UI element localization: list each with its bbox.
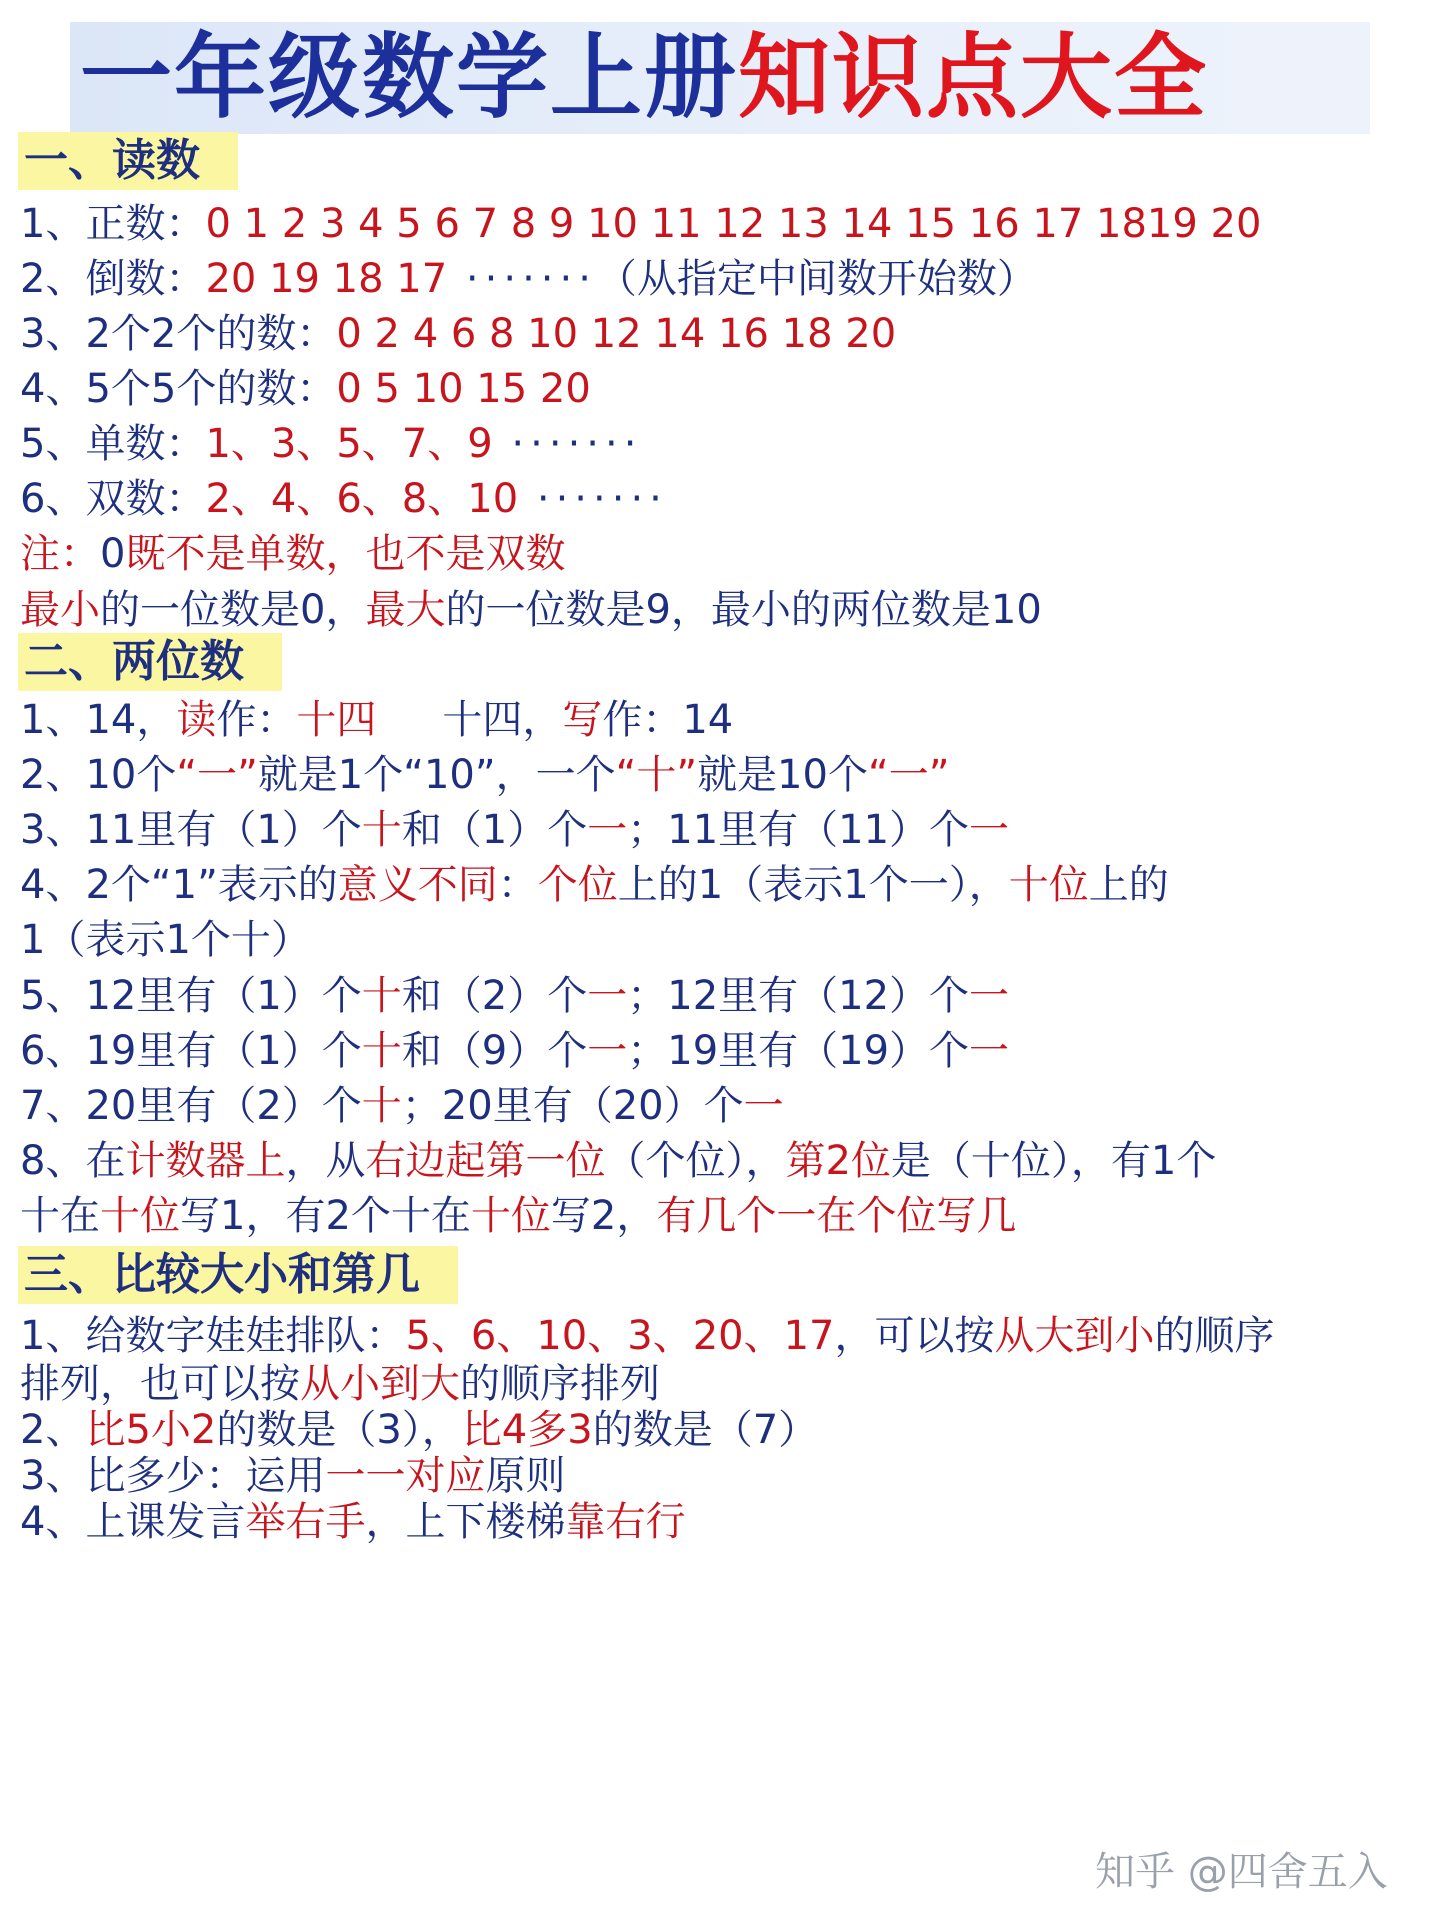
emph: 一 (969, 807, 1010, 853)
label: 4、5个5个的数： (20, 366, 337, 412)
text: 1、14， (20, 697, 177, 743)
line-two-ones-meaning (20, 855, 1169, 915)
note-label: 注： (20, 531, 100, 577)
emph: 读 (176, 697, 217, 743)
emph: 十四 (296, 697, 377, 743)
line-right-hand (20, 1492, 685, 1552)
text: 4、上课发言 (20, 1499, 246, 1545)
emph: 最大 (365, 587, 446, 633)
line-count-by-2 (20, 304, 896, 364)
text: 2、10个 (20, 752, 177, 798)
emph: 从小到大 (300, 1361, 460, 1407)
text: 作： (216, 697, 297, 743)
emph: 十位 (1008, 862, 1089, 908)
value: 0 2 4 6 8 10 12 14 16 18 20 (336, 311, 897, 357)
emph: 第2位 (785, 1138, 891, 1184)
emph: “一” (176, 752, 258, 798)
text: 2、 (20, 1407, 86, 1453)
ellipsis: ······· (518, 476, 668, 522)
emph: 写 (562, 697, 603, 743)
emph: 举右手 (245, 1499, 366, 1545)
title-part-red: 知识点大全 (738, 24, 1209, 131)
text: 十四， (442, 697, 563, 743)
value: 2、4、6、8、10 (205, 476, 519, 522)
text: 的数是（3）， (216, 1407, 462, 1453)
emph: 靠右行 (565, 1499, 686, 1545)
line-abacus-cont (20, 1186, 1016, 1246)
text: ： (497, 862, 538, 908)
text: （个位）， (605, 1138, 786, 1184)
text: 写1，有2个十在 (180, 1193, 471, 1239)
emph: 十位 (470, 1193, 551, 1239)
emph: 十 (361, 807, 402, 853)
emph: 计数器上 (125, 1138, 286, 1184)
text: 3、11里有（1）个 (20, 807, 362, 853)
text: 原则 (485, 1453, 566, 1499)
emph: 一 (587, 973, 628, 1019)
line-twelve (20, 966, 1009, 1026)
text: 1、给数字娃娃排队： (20, 1313, 406, 1359)
ellipsis: ······· (492, 421, 643, 467)
emph: 一 (969, 1028, 1010, 1074)
emph: 一 (969, 973, 1010, 1019)
text: ，上下楼梯 (365, 1499, 566, 1545)
label: 3、2个2个的数： (20, 311, 337, 357)
text: ，从 (285, 1138, 366, 1184)
emph: 十位 (100, 1193, 180, 1239)
emph: 最小 (20, 587, 100, 633)
line-count-by-5 (20, 359, 591, 419)
text: 5、12里有（1）个 (20, 973, 362, 1019)
line-even-numbers (20, 469, 668, 529)
text: ；11里有（11）个 (627, 807, 970, 853)
note: （从指定中间数开始数） (616, 256, 1037, 302)
line-nineteen (20, 1021, 1009, 1081)
emph: 一 (587, 807, 628, 853)
text: 十在 (20, 1193, 100, 1239)
emph: “十” (615, 752, 698, 798)
text: 和（9）个 (401, 1028, 588, 1074)
watermark: 知乎 @四舍五入 (1095, 1849, 1388, 1895)
emph: 从大到小 (994, 1313, 1155, 1359)
text: 的数是（7） (592, 1407, 819, 1453)
text: ；12里有（12）个 (627, 973, 970, 1019)
text: 1（表示1个十） (20, 917, 311, 963)
line-smallest-largest (20, 580, 1042, 640)
line-ten-ones (20, 745, 949, 805)
emph: 比4多3 (461, 1407, 593, 1453)
value: 0 1 2 3 4 5 6 7 8 9 10 11 12 13 14 15 16 17 1819 20 (205, 201, 1262, 247)
line-two-ones-meaning-cont (20, 910, 311, 970)
section-heading-two-digit: 二、两位数 (18, 633, 282, 691)
line-counting (20, 194, 1261, 254)
text: 8、在 (20, 1138, 126, 1184)
text: 写2， (550, 1193, 657, 1239)
emph: 一 (743, 1083, 784, 1129)
line-eleven (20, 800, 1009, 860)
text: 就是10个 (697, 752, 868, 798)
emph: 有几个一在个位写几 (656, 1193, 1017, 1239)
text: 的顺序排列 (460, 1361, 660, 1407)
text: 作：14 (602, 697, 734, 743)
title-part-blue: 一年级数学上册 (80, 24, 739, 131)
text: 和（1）个 (401, 807, 588, 853)
emph: 十 (361, 1083, 402, 1129)
line-abacus (20, 1131, 1216, 1191)
text: 的顺序 (1154, 1313, 1275, 1359)
note-text: 既不是单数，也不是双数 (125, 531, 566, 577)
emph: 比5小2 (85, 1407, 217, 1453)
emph: 5、6、10、3、20、17 (405, 1313, 835, 1359)
text: 上的 (1088, 862, 1169, 908)
label: 1、正数： (20, 201, 206, 247)
label: 2、倒数： (20, 256, 206, 302)
line-note-zero (20, 524, 565, 584)
emph: 一一对应 (325, 1453, 486, 1499)
zero: 0 (100, 531, 126, 577)
emph: 第一位 (485, 1138, 606, 1184)
text: 7、20里有（2）个 (20, 1083, 362, 1129)
emph: “一” (867, 752, 950, 798)
emph: 一 (587, 1028, 628, 1074)
line-reverse-counting (20, 249, 1037, 309)
text: 是（十位），有1个 (890, 1138, 1217, 1184)
text: 6、19里有（1）个 (20, 1028, 362, 1074)
label: 6、双数： (20, 476, 206, 522)
emph: 个位 (537, 862, 618, 908)
text: 上的1（表示1个一）， (617, 862, 1009, 908)
text: 的一位数是9，最小的两位数是10 (445, 587, 1042, 633)
text: 的一位数是0， (100, 587, 366, 633)
value: 0 5 10 15 20 (336, 366, 591, 412)
text: 3、比多少：运用 (20, 1453, 326, 1499)
emph: 十 (361, 1028, 402, 1074)
text: ；19里有（19）个 (627, 1028, 970, 1074)
value: 1、3、5、7、9 (205, 421, 493, 467)
text: 就是1个“10”，一个 (257, 752, 616, 798)
page-title (80, 18, 1380, 138)
line-odd-numbers (20, 414, 642, 474)
text: 排列，也可以按 (20, 1361, 300, 1407)
emph: 右边起 (365, 1138, 486, 1184)
value: 20 19 18 17 (205, 256, 448, 302)
emph: 十 (361, 973, 402, 1019)
text: ，可以按 (834, 1313, 995, 1359)
emph: 意义不同 (337, 862, 498, 908)
text: ；20里有（20）个 (401, 1083, 744, 1129)
label: 5、单数： (20, 421, 206, 467)
section-heading-compare: 三、比较大小和第几 (18, 1246, 458, 1304)
line-twenty (20, 1076, 784, 1136)
text: 4、2个“1”表示的 (20, 862, 338, 908)
line-read-write-14 (20, 690, 733, 750)
section-heading-reading: 一、读数 (18, 132, 238, 190)
ellipsis: ······· (447, 256, 597, 302)
text: 和（2）个 (401, 973, 588, 1019)
